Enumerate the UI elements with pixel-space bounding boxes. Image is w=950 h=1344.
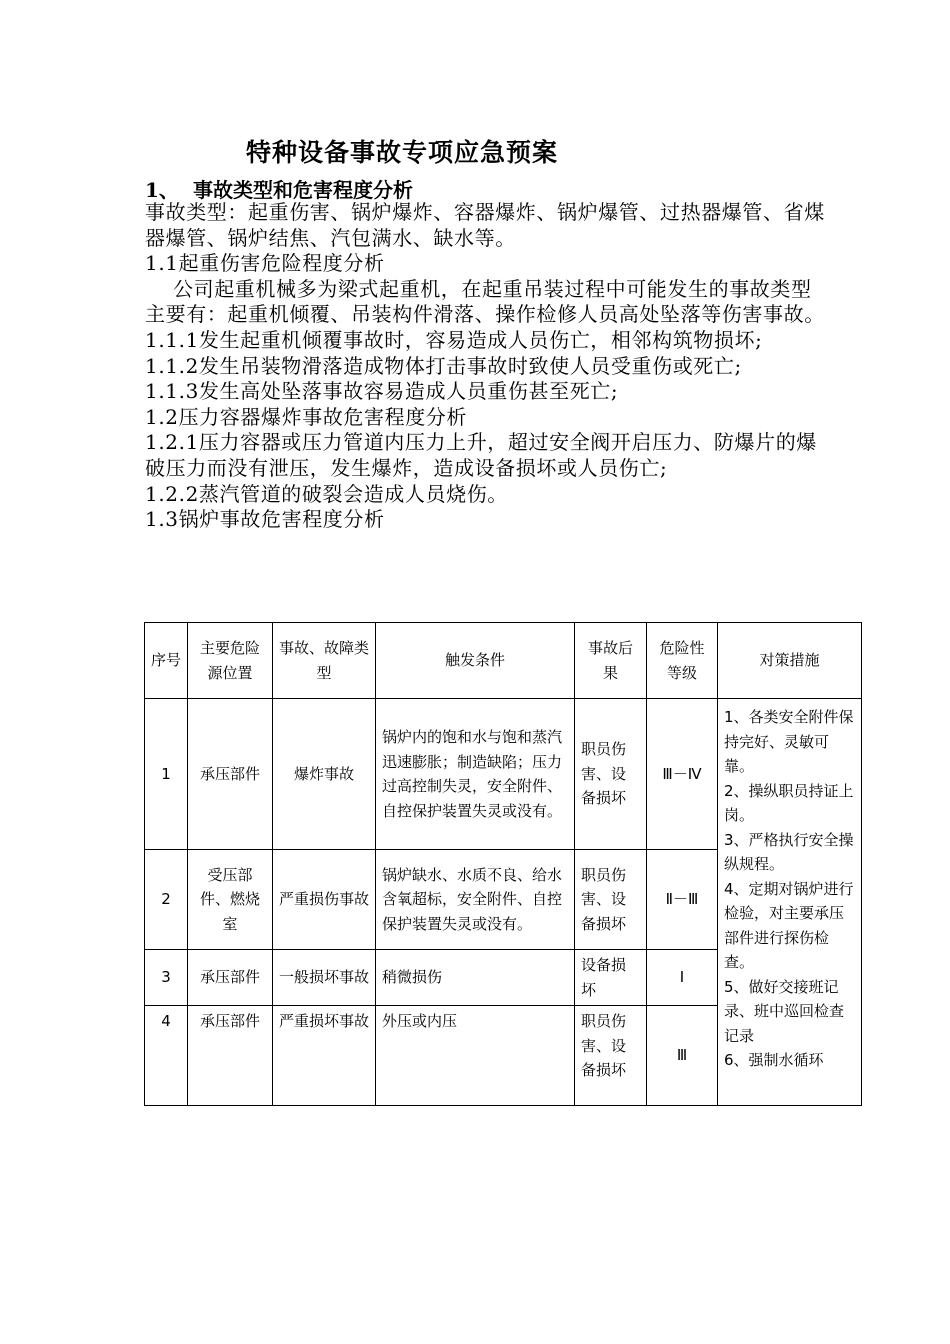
risk-level: Ⅲ — [647, 1006, 718, 1106]
trigger-condition: 锅炉内的饱和水与饱和蒸汽迅速膨胀；制造缺陷；压力过高控制失灵，安全附件、自控保护装置失灵或没有。 — [376, 699, 575, 850]
accident-type: 严重损伤事故 — [273, 850, 376, 950]
paragraph: 1.2.1压力容器或压力管道内压力上升，超过安全阀开启压力、防爆片的爆破压力而没有泄压，发生爆炸，造成设备损坏或人员伤亡; — [145, 430, 817, 480]
accident-consequence: 设备损坏 — [575, 950, 647, 1006]
section-title: 事故类型和危害程度分析 — [193, 178, 413, 202]
row-number: 3 — [145, 950, 188, 1006]
trigger-condition: 锅炉缺水、水质不良、给水含氧超标，安全附件、自控保护装置失灵或没有。 — [376, 850, 575, 950]
row-number: 1 — [145, 699, 188, 850]
paragraph: 1.1.3发生高处坠落事故容易造成人员重伤甚至死亡; — [145, 379, 619, 404]
accident-type: 一般损坏事故 — [273, 950, 376, 1006]
header-cell: 触发条件 — [376, 623, 575, 699]
hazard-location: 承压部件 — [188, 1006, 273, 1106]
accident-type: 严重损坏事故 — [273, 1006, 376, 1106]
header-cell: 危险性等级 — [647, 623, 718, 699]
header-cell: 序号 — [145, 623, 188, 699]
header-cell: 对策措施 — [718, 623, 862, 699]
measure-item: 2、操纵职员持证上岗。 — [724, 781, 854, 824]
paragraph: 1.2.2蒸汽管道的破裂会造成人员烧伤。 — [145, 481, 508, 506]
trigger-condition: 外压或内压 — [376, 1006, 575, 1106]
table-header-row — [145, 623, 862, 699]
header-cell: 主要危险源位置 — [188, 623, 273, 699]
hazard-table — [144, 622, 862, 1106]
risk-level: Ⅱ－Ⅲ — [647, 850, 718, 950]
subheading: 1.1起重伤害危险程度分析 — [145, 251, 385, 276]
subheading: 1.3锅炉事故危害程度分析 — [145, 507, 385, 532]
hazard-location: 受压部件、燃烧室 — [188, 850, 273, 950]
row-number: 2 — [145, 850, 188, 950]
paragraph: 事故类型：起重伤害、锅炉爆炸、容器爆炸、锅炉爆管、过热器爆管、省煤器爆管、锅炉结焦、汽包满水、缺水等。 — [145, 200, 825, 250]
row-number: 4 — [145, 1006, 188, 1106]
hazard-location: 承压部件 — [188, 950, 273, 1006]
accident-consequence: 职员伤害、设备损坏 — [575, 850, 647, 950]
subheading: 1.2压力容器爆炸事故危害程度分析 — [145, 404, 468, 429]
measure-item: 5、做好交接班记录、班中巡回检查记录 — [724, 977, 845, 1045]
measure-item: 3、严格执行安全操纵规程。 — [724, 830, 854, 873]
risk-level: Ⅲ－Ⅳ — [647, 699, 718, 850]
countermeasures — [718, 699, 862, 1106]
risk-level: Ⅰ — [647, 950, 718, 1006]
accident-consequence: 职员伤害、设备损坏 — [575, 1006, 647, 1106]
accident-type: 爆炸事故 — [273, 699, 376, 850]
measure-item: 4、定期对锅炉进行检验，对主要承压部件进行探伤检查。 — [724, 879, 854, 971]
measure-item: 1、各类安全附件保持完好、灵敏可靠。 — [724, 708, 854, 775]
trigger-condition: 稍微损伤 — [376, 950, 575, 1006]
document-title: 特种设备事故专项应急预案 — [246, 138, 559, 167]
paragraph: 1.1.1发生起重机倾覆事故时，容易造成人员伤亡，相邻构筑物损坏; — [145, 327, 763, 352]
body-text — [145, 200, 825, 533]
header-cell: 事故后果 — [575, 623, 647, 699]
accident-consequence: 职员伤害、设备损坏 — [575, 699, 647, 850]
hazard-location: 承压部件 — [188, 699, 273, 850]
section-number: 1、 — [145, 178, 179, 202]
table-row — [145, 699, 862, 850]
paragraph: 1.1.2发生吊装物滑落造成物体打击事故时致使人员受重伤或死亡; — [145, 353, 742, 378]
paragraph: 公司起重机械多为梁式起重机，在起重吊装过程中可能发生的事故类型主要有：起重机倾覆、吊装构件滑落、操作检修人员高处坠落等伤害事故。 — [145, 276, 825, 327]
section-heading — [145, 174, 413, 203]
header-cell: 事故、故障类型 — [273, 623, 376, 699]
measure-item: 6、强制水循环 — [724, 1051, 824, 1069]
